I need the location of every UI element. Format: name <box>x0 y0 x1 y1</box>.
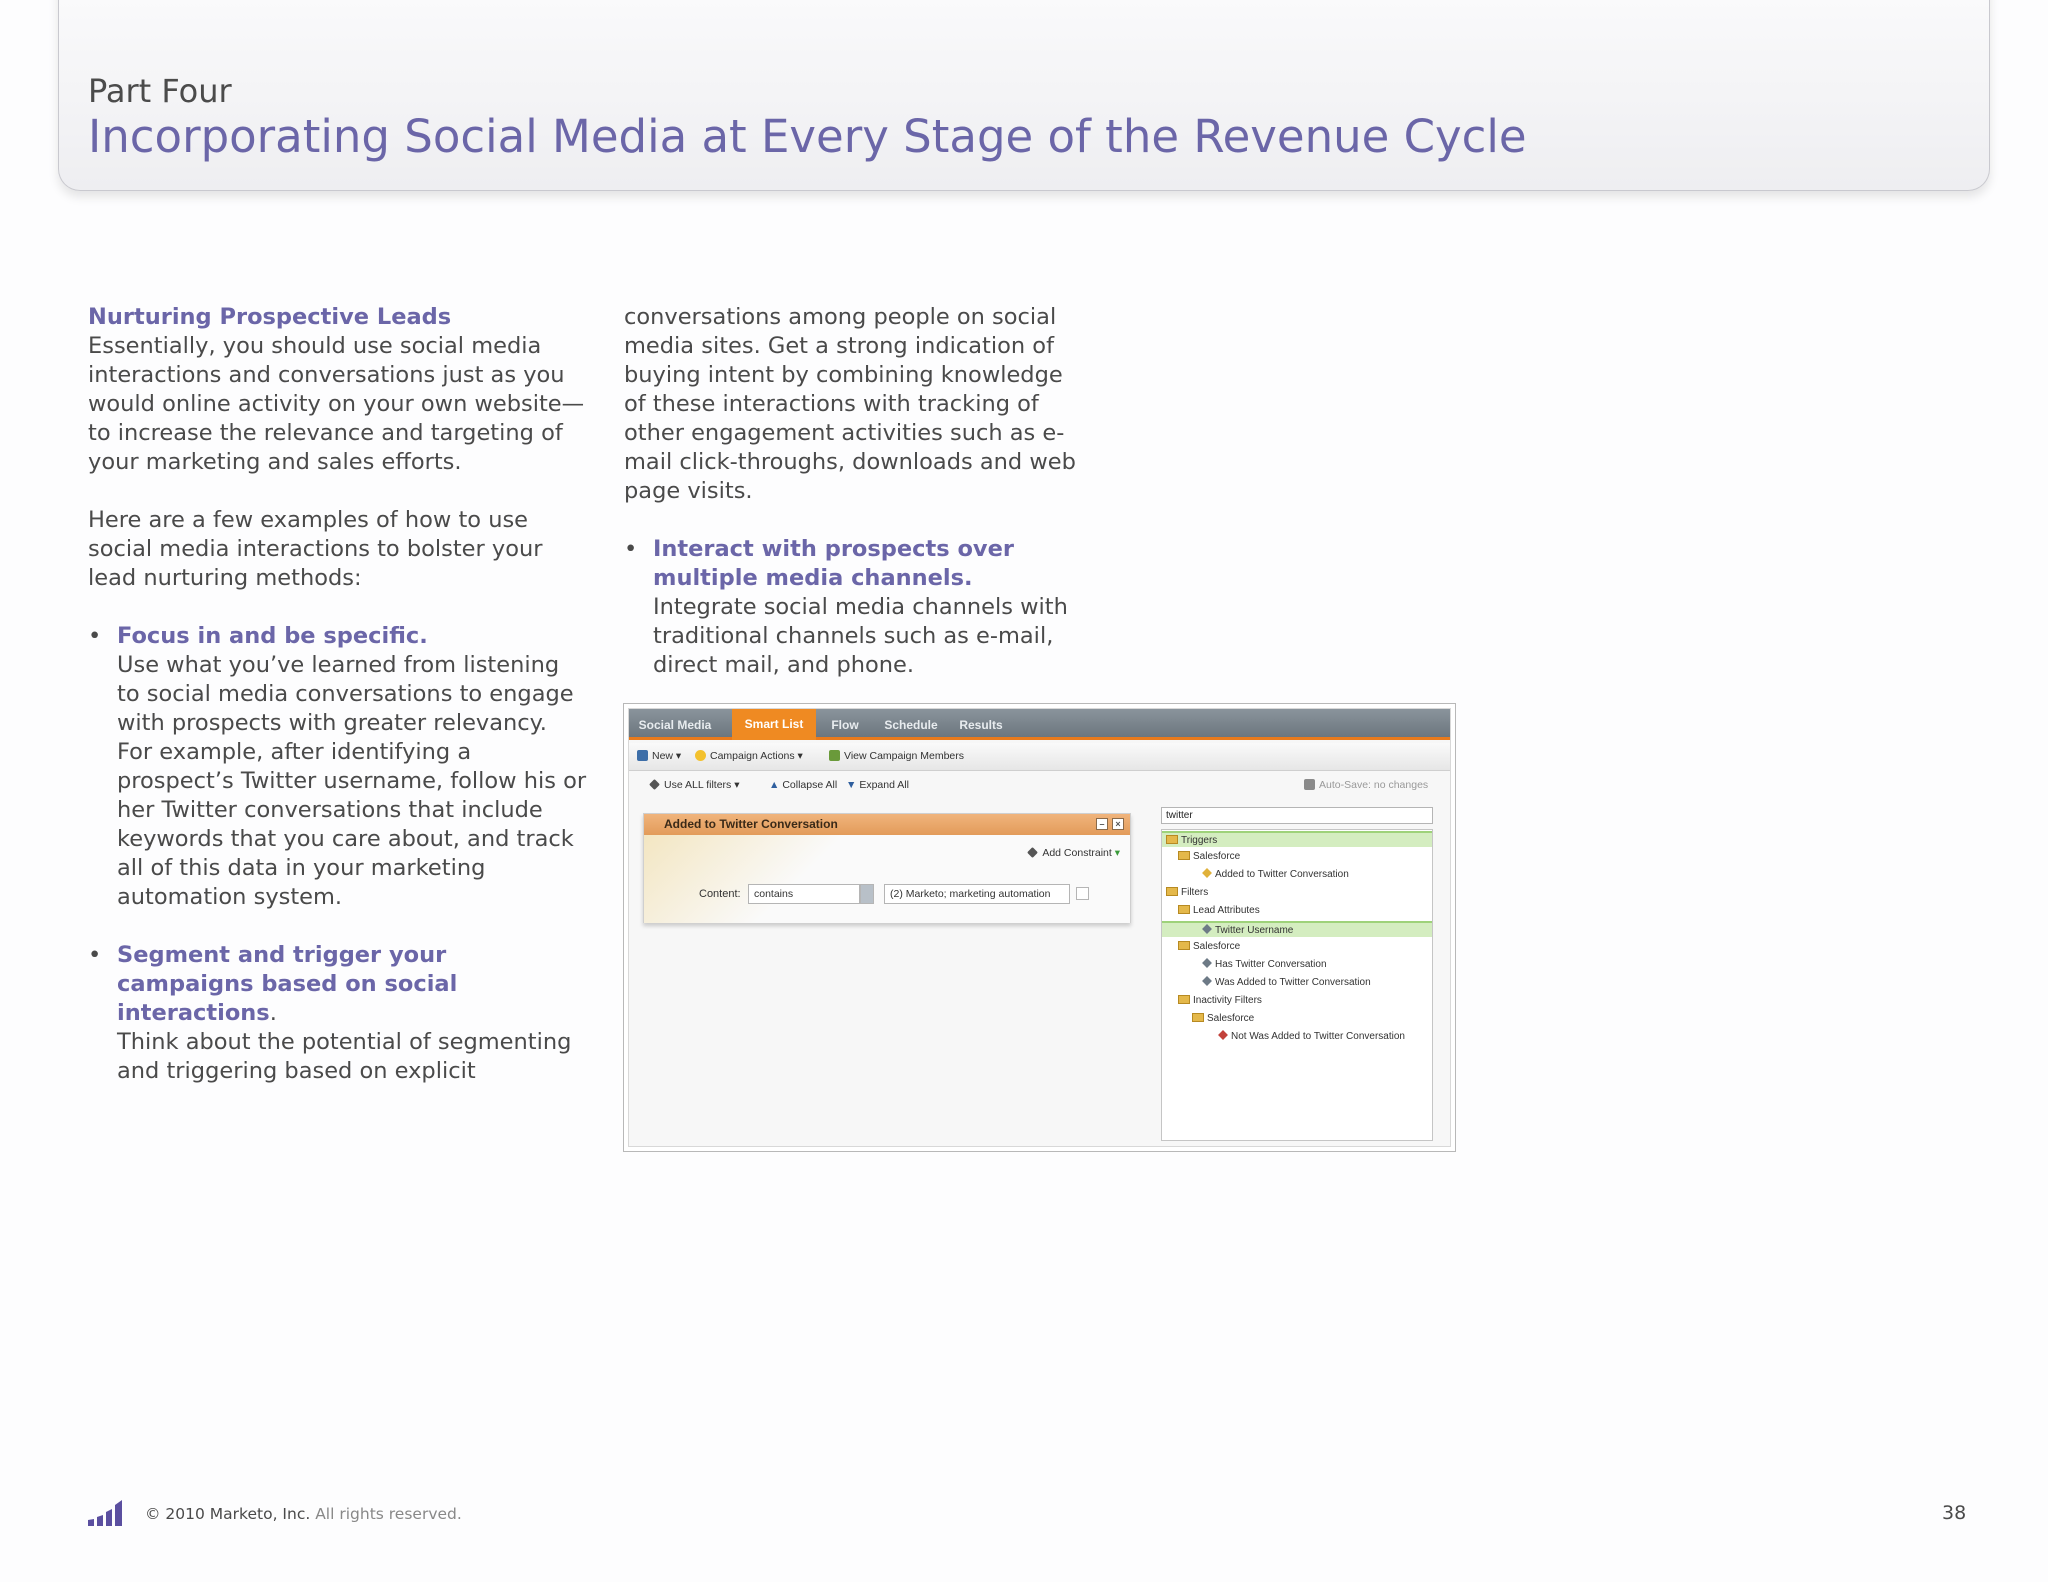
collapse-icon: ▲ <box>769 779 780 791</box>
toolbar-secondary <box>629 772 1450 800</box>
page-number: 38 <box>1942 1502 1967 1524</box>
filter-icon <box>1202 976 1212 986</box>
bullet-title: • Interact with prospects over multiple media channels. <box>653 536 1014 591</box>
bullet-title: Segment and trigger your campaigns based on social interactions <box>117 942 458 1026</box>
bullet-item <box>88 622 588 912</box>
bullet-body: Use what you’ve learned from listening to social media conversations to engage with prospects with greater relevancy. For example, after identifying a prospect’s Twitter username, follow his or her Twitter conversations that include keywords that you care about, and track all of this data in your marketing automation system. <box>117 652 587 910</box>
tree-node[interactable]: Has Twitter Conversation <box>1202 957 1327 973</box>
footer-copyright <box>145 1505 462 1523</box>
filter-header: Added to Twitter Conversation – × <box>644 814 1130 835</box>
search-input[interactable]: twitter <box>1161 807 1433 824</box>
tab-bar <box>629 709 1450 740</box>
tree-node[interactable]: Twitter Username <box>1162 921 1432 937</box>
picker-icon[interactable] <box>1076 887 1089 900</box>
close-icon[interactable]: × <box>1112 818 1124 830</box>
expand-icon: ▼ <box>846 779 857 791</box>
tab-schedule[interactable]: Schedule <box>884 718 938 732</box>
page-title: Incorporating Social Media at Every Stage of the Revenue Cycle <box>88 110 1527 163</box>
filter-panel <box>643 813 1131 923</box>
tree-node[interactable]: Salesforce <box>1178 939 1240 955</box>
section-intro <box>88 303 588 477</box>
folder-icon <box>1178 995 1190 1004</box>
filter-icon <box>649 779 660 790</box>
not-filter-icon <box>1218 1030 1228 1040</box>
value-field[interactable]: (2) Marketo; marketing automation <box>884 884 1070 904</box>
collapse-icon[interactable]: – <box>1096 818 1108 830</box>
tree-node[interactable]: Triggers <box>1162 831 1432 847</box>
tree-node[interactable]: Inactivity Filters <box>1178 993 1262 1009</box>
filter-icon <box>1027 847 1038 858</box>
tab-smart-list[interactable]: Smart List <box>732 709 816 740</box>
rights-text: All rights reserved. <box>315 1505 462 1523</box>
tree-node[interactable]: Was Added to Twitter Conversation <box>1202 975 1371 991</box>
folder-icon <box>1192 1013 1204 1022</box>
part-label: Part Four <box>88 72 232 110</box>
marketo-logo-icon <box>88 1500 126 1526</box>
folder-icon <box>1178 905 1190 914</box>
tab-flow[interactable]: Flow <box>831 718 859 732</box>
examples-intro: Here are a few examples of how to use social media interactions to bolster your lead nurturing methods: <box>88 507 543 591</box>
intro-text: Essentially, you should use social media interactions and conversations just as you would online activity on your own website—to increase the relevance and targeting of your marketing and sales efforts. <box>88 333 585 475</box>
bullet-item <box>624 535 1084 680</box>
view-members-button[interactable]: View Campaign Members <box>829 750 964 762</box>
continuation-text: conversations among people on social media sites. Get a strong indication of buying intent by combining knowledge of these interactions with tracking of other engagement activities such as e-mail click-throughs, downloads and web page visits. <box>624 304 1076 504</box>
autosave-status: Auto-Save: no changes <box>1304 779 1428 791</box>
filter-tree <box>1161 829 1433 1141</box>
save-icon <box>1304 779 1315 790</box>
tab-results[interactable]: Results <box>959 718 1003 732</box>
folder-icon <box>1166 887 1178 896</box>
trigger-icon <box>1202 868 1212 878</box>
operator-select[interactable]: contains <box>748 884 860 904</box>
bullet-item <box>88 941 588 1086</box>
filter-icon <box>1202 958 1212 968</box>
bullet-body: Think about the potential of segmenting and triggering based on explicit <box>117 1029 572 1084</box>
add-constraint-button[interactable]: Add Constraint ▾ <box>1027 847 1120 859</box>
tree-node[interactable]: Salesforce <box>1178 849 1240 865</box>
new-button[interactable]: New ▾ <box>637 750 681 762</box>
bullet-title-suffix: . <box>269 1000 277 1026</box>
bullet-body: Integrate social media channels with traditional channels such as e-mail, direct mail, and phone. <box>653 594 1068 678</box>
filter-icon <box>1202 924 1212 934</box>
tab-social-media[interactable]: Social Media <box>638 718 712 732</box>
collapse-all-button[interactable]: ▲ Collapse All <box>769 779 838 791</box>
tree-node[interactable]: Not Was Added to Twitter Conversation <box>1218 1029 1405 1045</box>
column-left <box>88 303 588 1115</box>
toolbar-primary <box>629 743 1450 771</box>
section-heading: Nurturing Prospective Leads <box>88 304 452 330</box>
folder-icon <box>1178 941 1190 950</box>
use-filters-button[interactable]: Use ALL filters ▾ <box>649 779 740 791</box>
campaign-actions-button[interactable]: Campaign Actions ▾ <box>695 750 803 762</box>
bullet-title: • Focus in and be specific. <box>117 623 428 649</box>
copyright-text: © 2010 Marketo, Inc. <box>145 1505 311 1523</box>
people-icon <box>829 750 840 761</box>
new-icon <box>637 750 648 761</box>
tree-node[interactable]: Lead Attributes <box>1178 903 1260 919</box>
tree-node[interactable]: Added to Twitter Conversation <box>1202 867 1349 883</box>
content-label: Content: <box>699 888 741 900</box>
column-right <box>624 303 1084 709</box>
folder-icon <box>1178 851 1190 860</box>
app-screenshot <box>623 703 1456 1152</box>
folder-icon <box>1166 835 1178 844</box>
lightbulb-icon <box>695 750 706 761</box>
chevron-down-icon[interactable] <box>860 884 874 904</box>
expand-all-button[interactable]: ▼ Expand All <box>846 779 909 791</box>
tree-node[interactable]: Salesforce <box>1192 1011 1254 1027</box>
tree-node[interactable]: Filters <box>1166 885 1208 901</box>
